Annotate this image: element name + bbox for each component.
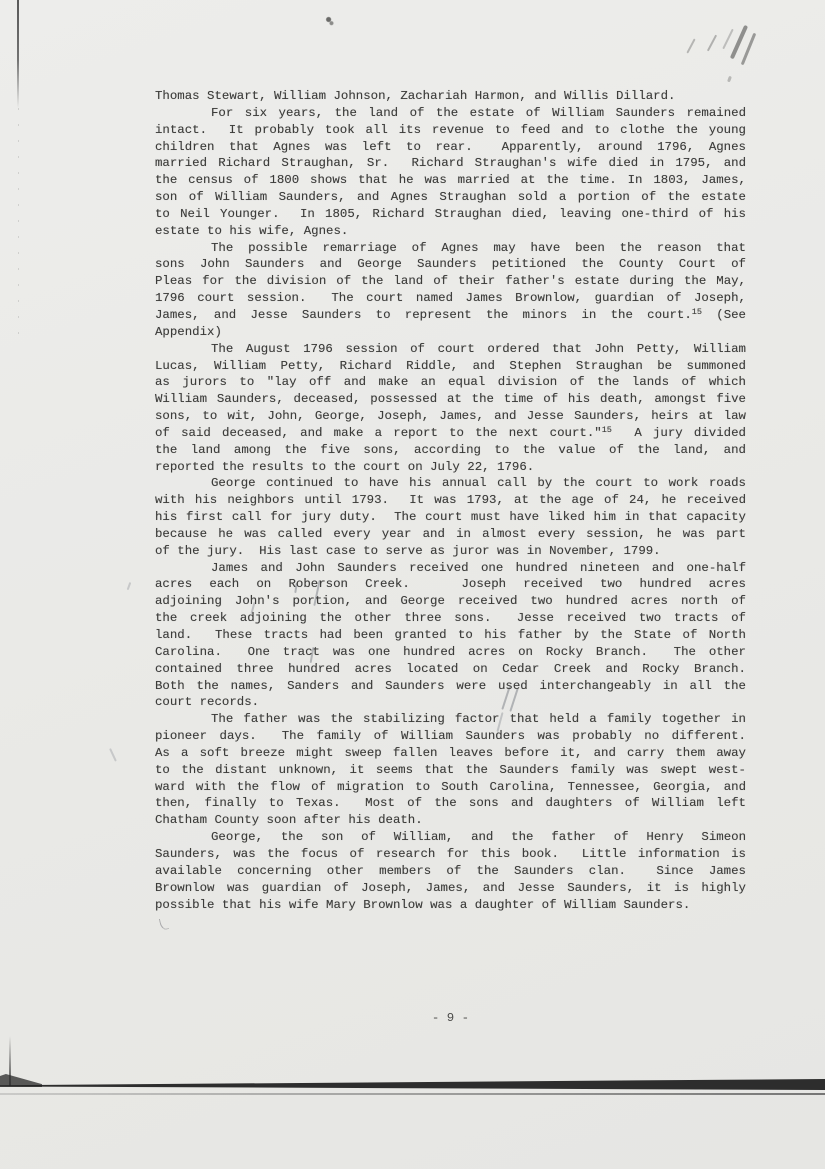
paragraph xyxy=(155,475,746,559)
text-line: the creek adjoining the other three sons. Jesse received two tracts of xyxy=(155,611,746,626)
text-column xyxy=(155,88,746,913)
text-line: estate to his wife, Agnes. xyxy=(155,223,349,238)
text-line: the land among the five sons, according to the value of the land, and xyxy=(155,442,746,457)
pencil-mark xyxy=(127,582,131,590)
text-line: available concerning other members of the Saunders clan. Since James xyxy=(155,863,746,878)
text-line: of said deceased, and make a report to the next court."$^{15}$ A jury divided xyxy=(155,424,746,440)
paragraph xyxy=(155,711,746,829)
scan-bottom-streak xyxy=(0,1079,825,1091)
text-line: possible that his wife Mary Brownlow was a daughter of William Saunders. xyxy=(155,897,691,912)
pen-dot xyxy=(727,76,731,82)
text-line: The August 1796 session of court ordered that John Petty, William xyxy=(211,341,746,356)
paragraph xyxy=(155,560,746,712)
pencil-mark xyxy=(109,748,116,761)
text-line: Appendix) xyxy=(155,324,222,339)
text-line: reported the results to the court on July 22, 1796. xyxy=(155,459,535,474)
footnote-reference: 15 xyxy=(691,306,702,317)
text-line: children that Agnes was left to rear. Apparently, around 1796, Agnes xyxy=(155,139,746,154)
text-line: George, the son of William, and the father of Henry Simeon xyxy=(211,830,746,845)
paragraph xyxy=(155,105,746,240)
text-line: because he was called every year and in almost every session, he was part xyxy=(155,526,746,541)
footnote-reference: 15 xyxy=(601,424,612,435)
text-line: ward with the flow of migration to South Carolina, Tennessee, Georgia, and xyxy=(155,779,746,794)
text-line: The possible remarriage of Agnes may have been the reason that xyxy=(211,240,746,255)
pen-tally-mark xyxy=(730,25,748,59)
scan-edge-line xyxy=(17,0,19,108)
paragraph xyxy=(155,341,746,476)
scan-edge-line-bottom xyxy=(9,1036,11,1086)
pen-tally-mark xyxy=(722,29,733,50)
text-line: Carolina. One tract was one hundred acres on Rocky Branch. The other xyxy=(155,644,746,659)
paragraph xyxy=(155,88,746,105)
text-line: land. These tracts had been granted to his father by the State of North xyxy=(155,628,746,642)
pencil-squiggle xyxy=(159,917,169,930)
text-line: to the distant unknown, it seems that the Saunders family was swept west- xyxy=(155,762,746,777)
ink-speck xyxy=(325,16,334,26)
text-line: Both the names, Sanders and Saunders were used interchangeably in all the xyxy=(155,678,746,693)
page-number: - 9 - xyxy=(431,1011,470,1025)
text-line: The father was the stabilizing factor that held a family together in xyxy=(211,712,746,727)
text-line: son of William Saunders, and Agnes Straughan sold a portion of the estate xyxy=(155,190,746,205)
paragraph xyxy=(155,829,746,913)
text-line: Thomas Stewart, William Johnson, Zachariah Harmon, and Willis Dillard. xyxy=(155,89,676,103)
text-line: James and John Saunders received one hundred nineteen and one-half xyxy=(211,560,746,575)
text-line: the census of 1800 shows that he was married at the time. In 1803, James, xyxy=(155,173,746,188)
text-line: intact. It probably took all its revenue to feed and to clothe the young xyxy=(155,122,746,137)
text-line: Brownlow was guardian of Joseph, James, and Jesse Saunders, it is highly xyxy=(155,880,746,895)
text-line: court records. xyxy=(155,695,260,710)
text-line: pioneer days. The family of William Saunders was probably no different. xyxy=(155,729,746,744)
text-line: acres each on Roberson Creek. Joseph received two hundred acres xyxy=(155,577,746,592)
scan-edge-dots xyxy=(18,108,19,338)
text-line: sons, to wit, John, George, Joseph, James, and Jesse Saunders, heirs at law xyxy=(155,409,746,424)
pen-tally-mark xyxy=(741,33,757,66)
text-line: Lucas, William Petty, Richard Riddle, and Stephen Straughan be summoned xyxy=(155,358,746,373)
text-line: with his neighbors until 1793. It was 1793, at the age of 24, he received xyxy=(155,493,746,508)
text-line: George continued to have his annual call by the court to work roads xyxy=(211,476,746,491)
text-line: James, and Jesse Saunders to represent the minors in the court.$^{15}$ (See xyxy=(155,306,746,322)
paragraph xyxy=(155,240,746,341)
text-line: 1796 court session. The court named James Brownlow, guardian of Joseph, xyxy=(155,291,746,306)
pen-tally-mark xyxy=(686,38,695,53)
text-line: William Saunders, deceased, possessed at the time of his death, amongst five xyxy=(155,392,746,407)
text-line: For six years, the land of the estate of William Saunders remained xyxy=(211,105,746,120)
text-line: Pleas for the division of the land of their father's estate during the May, xyxy=(155,274,746,289)
scan-bottom-hook-mark xyxy=(0,1074,42,1087)
scan-bottom-line xyxy=(0,1093,825,1095)
text-line: Chatham County soon after his death. xyxy=(155,813,423,828)
text-line: to Neil Younger. In 1805, Richard Straughan died, leaving one-third of his xyxy=(155,206,746,221)
text-line: sons John Saunders and George Saunders petitioned the County Court of xyxy=(155,257,746,272)
text-line: As a soft breeze might sweep fallen leaves before it, and carry them away xyxy=(155,745,746,760)
text-line: then, finally to Texas. Most of the sons and daughters of William left xyxy=(155,796,746,811)
pen-tally-mark xyxy=(707,35,717,52)
text-line: his first call for jury duty. The court must have liked him in that capacity xyxy=(155,510,746,525)
text-line: Saunders, was the focus of research for this book. Little information is xyxy=(155,846,746,861)
text-line: contained three hundred acres located on Cedar Creek and Rocky Branch. xyxy=(155,661,746,676)
text-line: adjoining John's portion, and George received two hundred acres north of xyxy=(155,594,746,609)
text-line: married Richard Straughan, Sr. Richard Straughan's wife died in 1795, and xyxy=(155,156,746,171)
text-line: of the jury. His last case to serve as juror was in November, 1799. xyxy=(155,543,661,558)
text-line: as jurors to "lay off and make an equal division of the lands of which xyxy=(155,375,746,390)
